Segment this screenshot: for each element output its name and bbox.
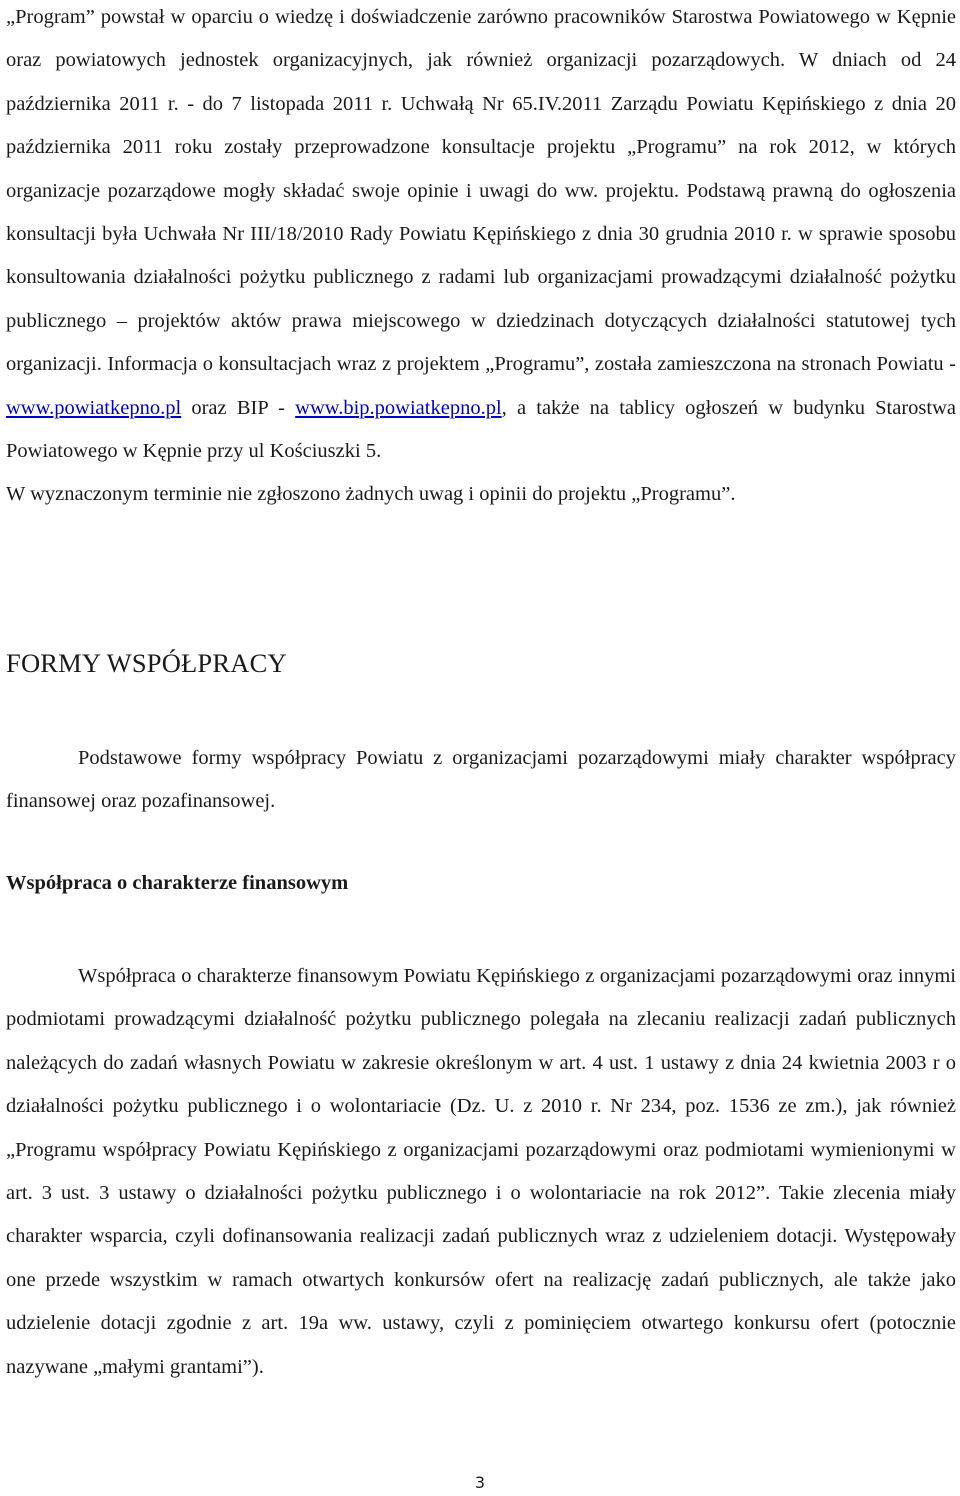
financial-paragraph: Współpraca o charakterze finansowym Powiatu Kępińskiego z organizacjami pozarządowymi oraz innymi podmiotami prowadzącymi działalność pożytku publicznego polegała na zlecaniu realizacji zadań publicznych należących do zadań własnych Powiatu w zakresie określonym w art. 4 ust. 1 ustawy z dnia 24 kwietnia 2003 r o działalności pożytku publicznego i o wolontariacie (Dz. U. z 2010 r. Nr 234, poz. 1536 ze zm.), jak również „Programu współpracy Powiatu Kępińskiego z organizacjami pozarządowymi oraz podmiotami wymienionymi w art. 3 ust. 3 ustawy o działalności pożytku publicznego i o wolontariacie na rok 2012”. Takie zlecenia miały charakter wsparcia, czyli dofinansowania realizacji zadań publicznych wraz z udzieleniem dotacji. Występowały one przede wszystkim w ramach otwartych konkursów ofert na realizację zadań publicznych, ale także jako udzielenie dotacji zgodnie z art. 19a ww. ustawy, czyli z pominięciem otwartego konkursu ofert (potocznie nazywane „małymi grantami”). [6,965,956,1378]
intro-no-comments-paragraph: W wyznaczonym terminie nie zgłoszono żadnych uwag i opinii do projektu „Programu”. [6,483,736,506]
intro-text-part1: „Program” powstał w oparciu o wiedzę i doświadczenie zarówno pracowników Starostwa Powiatowego w Kępnie oraz powiatowych jednostek organizacyjnych, jak również organizacji pozarządowych. W dniach od 24 października 2011 r. - do 7 listopada 2011 r. Uchwałą Nr 65.IV.2011 Zarządu Powiatu Kępińskiego z dnia 20 października 2011 roku zostały przeprowadzone konsultacje projektu „Programu” na rok 2012, w których organizacje pozarządowe mogły składać swoje opinie i uwagi do ww. projektu. Podstawą prawną do ogłoszenia konsultacji była Uchwała Nr III/18/2010 Rady Powiatu Kępińskiego z dnia 30 grudnia 2010 r. w sprawie sposobu konsultowania działalności pożytku publicznego z radami lub organizacjami prowadzącymi działalność pożytku publicznego – projektów aktów prawa miejscowego w dziedzinach dotyczących działalności statutowej tych organizacji. Informacja o konsultacjach wraz z projektem „Programu”, została zamieszczona na stronach Powiatu - [6,6,956,376]
intro-paragraph [6,0,956,473]
bip-powiatkepno-link[interactable]: www.bip.powiatkepno.pl [295,396,502,419]
section-body-forms [6,737,956,824]
document-page [6,0,956,1378]
forms-paragraph: Podstawowe formy współpracy Powiatu z organizacjami pozarządowymi miały charakter współpracy finansowej oraz pozafinansowej. [6,747,956,813]
section-title-forms: FORMY WSPÓŁPRACY [6,648,287,678]
section-title-financial: Współpraca o charakterze finansowym [6,872,349,894]
powiatkepno-link[interactable]: www.powiatkepno.pl [6,396,182,419]
page-number: 3 [474,1473,486,1492]
intro-text-part2: oraz BIP - [181,396,296,419]
section-body-financial [6,955,956,1389]
intro-text-part3: , a także na tablicy ogłoszeń w budynku Starostwa Powiatowego w Kępnie przy ul Kościuszki 5. [6,396,956,463]
